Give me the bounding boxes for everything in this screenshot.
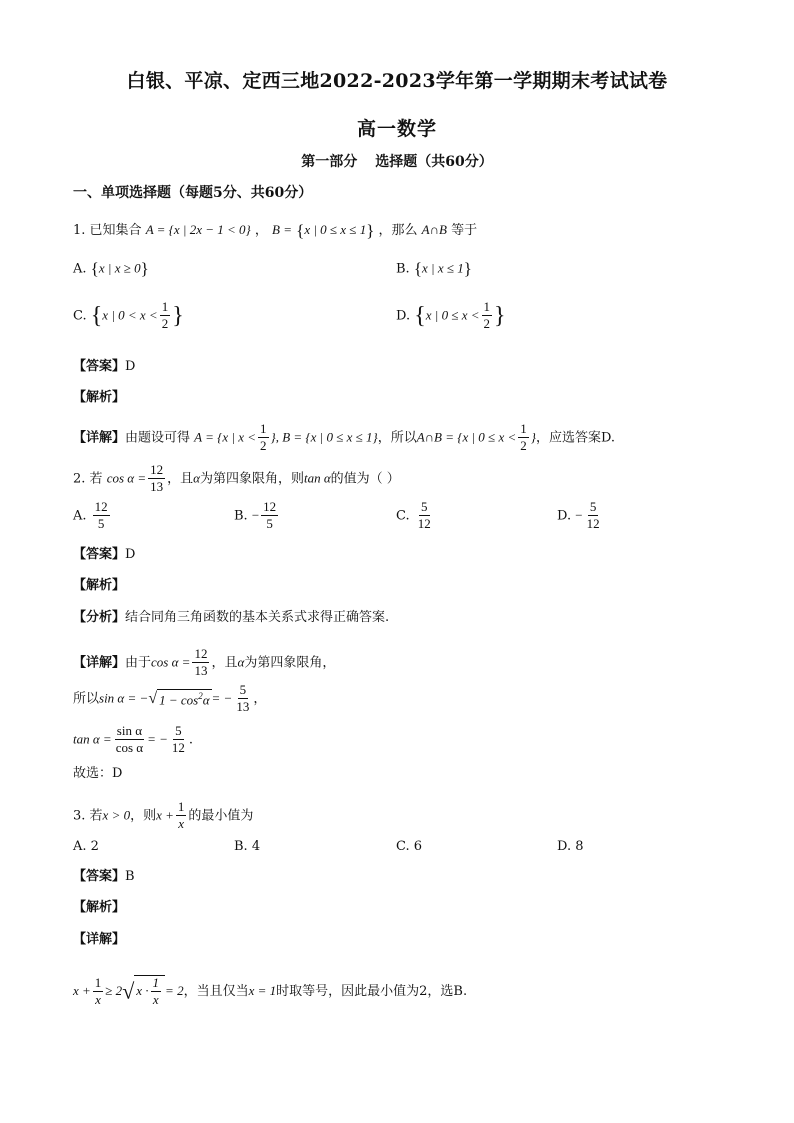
q2-tan: tan α bbox=[303, 470, 331, 486]
q2-final: 故选：D bbox=[73, 766, 123, 781]
detail-math: cos α = bbox=[151, 654, 191, 670]
fraction-numerator: 12 bbox=[192, 647, 209, 663]
detail-label: 【详解】 bbox=[73, 430, 126, 446]
fraction-denominator: 2 bbox=[260, 438, 267, 454]
calc-math: x + bbox=[73, 982, 91, 998]
q1-set-b-label: B = bbox=[272, 222, 292, 237]
q3-detail-label: 【详解】 bbox=[73, 932, 126, 947]
q1-prefix: 1. 已知集合 bbox=[73, 223, 142, 238]
q2-detail-1 bbox=[73, 647, 335, 679]
option-value: x | x ≥ 0 bbox=[98, 260, 141, 276]
fraction-numerator: 1 bbox=[482, 300, 493, 316]
q3-calculation: x + $\frac{1}{x}$ ≥ 2√ x · $\frac{1}{x}$ = 2，当且仅当x = 1时取等号，因此最小值为2，选B. bbox=[73, 974, 468, 1008]
q2-option-c bbox=[396, 500, 435, 532]
q1-sep: ， bbox=[254, 223, 268, 238]
answer-value: D bbox=[125, 359, 136, 374]
option-sign: − bbox=[251, 507, 260, 523]
option-sign: − bbox=[575, 507, 583, 523]
fraction-denominator: 13 bbox=[194, 663, 208, 679]
fraction-denominator: x bbox=[152, 992, 159, 1008]
detail-text: 由题设可得 bbox=[125, 430, 191, 446]
fraction-numerator: 12 bbox=[148, 463, 165, 479]
detail-math: = − bbox=[147, 731, 168, 747]
detail-text: ，所以 bbox=[377, 430, 417, 446]
detail-text: ，且 bbox=[211, 655, 238, 671]
fraction-numerator: 1 bbox=[518, 422, 529, 438]
calc-text: 时取等号，因此最小值为2，选B. bbox=[276, 983, 468, 999]
calc-math: = 2 bbox=[165, 982, 184, 998]
q2-mid2: 为第四象限角，则 bbox=[199, 471, 304, 487]
calc-text: ，当且仅当 bbox=[183, 983, 249, 999]
q1-suffix: 等于 bbox=[451, 223, 478, 238]
q1-analysis-label: 【解析】 bbox=[73, 390, 126, 405]
fraction-numerator: 1 bbox=[160, 300, 171, 316]
fraction-denominator: 2 bbox=[161, 316, 169, 332]
q2-detail-3 bbox=[73, 724, 193, 756]
fraction-denominator: 5 bbox=[266, 516, 273, 532]
q2-fenxi bbox=[73, 611, 389, 624]
fraction-denominator: 13 bbox=[236, 699, 250, 715]
detail-label: 【详解】 bbox=[73, 655, 126, 671]
fraction-numerator: 1 bbox=[176, 800, 187, 816]
calc-math: ≥ 2 bbox=[105, 982, 123, 998]
answer-label: 【答案】 bbox=[73, 359, 126, 374]
fenxi-label: 【分析】 bbox=[73, 610, 126, 625]
detail-math: α bbox=[237, 654, 245, 670]
option-label: D. bbox=[396, 308, 411, 324]
q1-answer bbox=[73, 360, 135, 373]
answer-value: D bbox=[125, 547, 136, 562]
option-label: B. bbox=[234, 508, 248, 524]
fraction-denominator: x bbox=[95, 991, 101, 1007]
part-label: 第一部分 bbox=[301, 154, 358, 170]
part-description: 选择题（共60分） bbox=[375, 154, 493, 170]
detail-math: = − bbox=[211, 690, 233, 706]
q3-option-c: C. 6 bbox=[396, 839, 423, 854]
q2-detail-2: 所以sin α = −√ $1 - \cos^2\alpha$ = − $\frac{5}{13}$ ， bbox=[73, 682, 267, 715]
fraction-denominator: cos α bbox=[115, 740, 144, 756]
fenxi-text: 结合同角三角函数的基本关系式求得正确答案. bbox=[125, 610, 390, 625]
q2-mid: ，且 bbox=[167, 471, 194, 487]
fraction-numerator: 5 bbox=[238, 683, 249, 699]
q3-option-a: A. 2 bbox=[73, 839, 99, 854]
fraction-denominator: 12 bbox=[586, 516, 600, 532]
fraction-denominator: x bbox=[178, 816, 185, 832]
q1-option-d: D. {x | 0 ≤ x < $\frac{1}{2}$ } bbox=[396, 299, 506, 332]
q3-mid: ，则 bbox=[130, 808, 157, 824]
option-value: x | 0 ≤ x < bbox=[425, 307, 480, 323]
detail-math: } bbox=[530, 429, 536, 445]
q1-sep2: ，那么 bbox=[378, 223, 418, 238]
q3-prefix: 3. 若 bbox=[73, 808, 103, 824]
detail-math: }, B = {x | 0 ≤ x ≤ 1} bbox=[270, 429, 378, 445]
answer-label: 【答案】 bbox=[73, 869, 126, 884]
q2-analysis-label: 【解析】 bbox=[73, 578, 126, 593]
option-value: x | x ≤ 1 bbox=[422, 260, 464, 276]
question-2-stem bbox=[73, 463, 400, 495]
fraction-denominator: 5 bbox=[97, 516, 105, 532]
q3-option-d: D. 8 bbox=[557, 839, 584, 854]
q1-set-b: x | 0 ≤ x ≤ 1 bbox=[304, 222, 367, 237]
exam-title: 白银、平凉、定西三地2022-2023学年第一学期期末考试试卷 bbox=[126, 70, 668, 92]
q2-option-b bbox=[234, 500, 280, 532]
part-heading bbox=[0, 151, 794, 171]
sqrt-content: x · bbox=[136, 982, 149, 998]
q1-detail bbox=[73, 422, 615, 454]
option-label: A. bbox=[73, 508, 87, 524]
q1-option-b: B. {x | x ≤ 1} bbox=[396, 259, 472, 278]
detail-math: A∩B = {x | 0 ≤ x < bbox=[416, 429, 517, 445]
q1-option-c: C. {x | 0 < x < $\frac{1}{2}$ } bbox=[73, 299, 184, 332]
q1-intersection: A∩B bbox=[421, 222, 447, 237]
q3-analysis-label: 【解析】 bbox=[73, 900, 126, 915]
section-heading: 一、单项选择题（每题5分、共60分） bbox=[73, 185, 313, 201]
q2-alpha: α bbox=[193, 470, 200, 486]
fraction-denominator: 12 bbox=[417, 516, 431, 532]
answer-value: B bbox=[125, 869, 135, 884]
sqrt-content: α bbox=[202, 691, 210, 707]
option-label: D. bbox=[557, 508, 572, 524]
fraction-numerator: sin α bbox=[115, 724, 144, 740]
detail-text: 为第四象限角， bbox=[244, 655, 336, 671]
q3-expr: x + bbox=[156, 807, 174, 823]
fraction-denominator: 2 bbox=[483, 316, 491, 332]
fraction-numerator: 1 bbox=[151, 976, 162, 992]
q3-answer bbox=[73, 870, 135, 883]
fraction-numerator: 5 bbox=[173, 724, 184, 740]
option-label: A. bbox=[73, 261, 87, 277]
option-label: B. bbox=[396, 261, 410, 277]
q1-set-a: A = {x | 2x − 1 < 0} bbox=[145, 222, 251, 237]
answer-label: 【答案】 bbox=[73, 547, 126, 562]
question-3-stem bbox=[73, 800, 253, 832]
fraction-denominator: 13 bbox=[150, 479, 164, 495]
detail-text: . bbox=[188, 732, 194, 748]
q1-option-a: A. {x | x ≥ 0} bbox=[73, 259, 149, 278]
q2-option-a bbox=[73, 500, 112, 532]
q3-suffix: 的最小值为 bbox=[188, 808, 254, 824]
q2-cos: cos α = bbox=[106, 470, 147, 486]
q2-answer bbox=[73, 548, 135, 561]
fraction-numerator: 12 bbox=[261, 500, 278, 516]
detail-text: ，应选答案D. bbox=[535, 430, 616, 446]
fraction-numerator: 5 bbox=[419, 500, 430, 516]
fraction-denominator: 2 bbox=[520, 438, 527, 454]
fraction-numerator: 1 bbox=[93, 976, 104, 992]
fraction-numerator: 12 bbox=[93, 500, 110, 516]
q3-option-b: B. 4 bbox=[234, 839, 261, 854]
detail-text: ， bbox=[253, 691, 267, 707]
detail-math: A = {x | x < bbox=[194, 429, 256, 445]
sqrt-content: 1 − cos bbox=[159, 691, 199, 707]
calc-math: x = 1 bbox=[248, 982, 277, 998]
option-label: C. bbox=[73, 308, 87, 324]
q2-option-d bbox=[557, 500, 604, 532]
fraction-denominator: 12 bbox=[171, 740, 185, 756]
detail-text: 所以 bbox=[73, 691, 100, 707]
option-value: x | 0 < x < bbox=[102, 307, 158, 323]
question-1-stem: 1. 已知集合 A = {x | 2x − 1 < 0} ， B = {x | 0 ≤ x ≤ 1} ，那么 A∩B 等于 bbox=[73, 221, 478, 240]
q3-condition: x > 0 bbox=[102, 807, 131, 823]
detail-math: sin α = − bbox=[99, 690, 149, 706]
fraction-numerator: 5 bbox=[588, 500, 599, 516]
exam-subtitle: 高一数学 bbox=[356, 118, 437, 140]
detail-text: 由于 bbox=[125, 655, 152, 671]
detail-math: tan α = bbox=[73, 731, 112, 747]
fraction-numerator: 1 bbox=[258, 422, 269, 438]
q2-prefix: 2. 若 bbox=[73, 471, 103, 487]
option-label: C. bbox=[396, 508, 410, 524]
q2-suffix: 的值为（ ） bbox=[330, 471, 400, 487]
